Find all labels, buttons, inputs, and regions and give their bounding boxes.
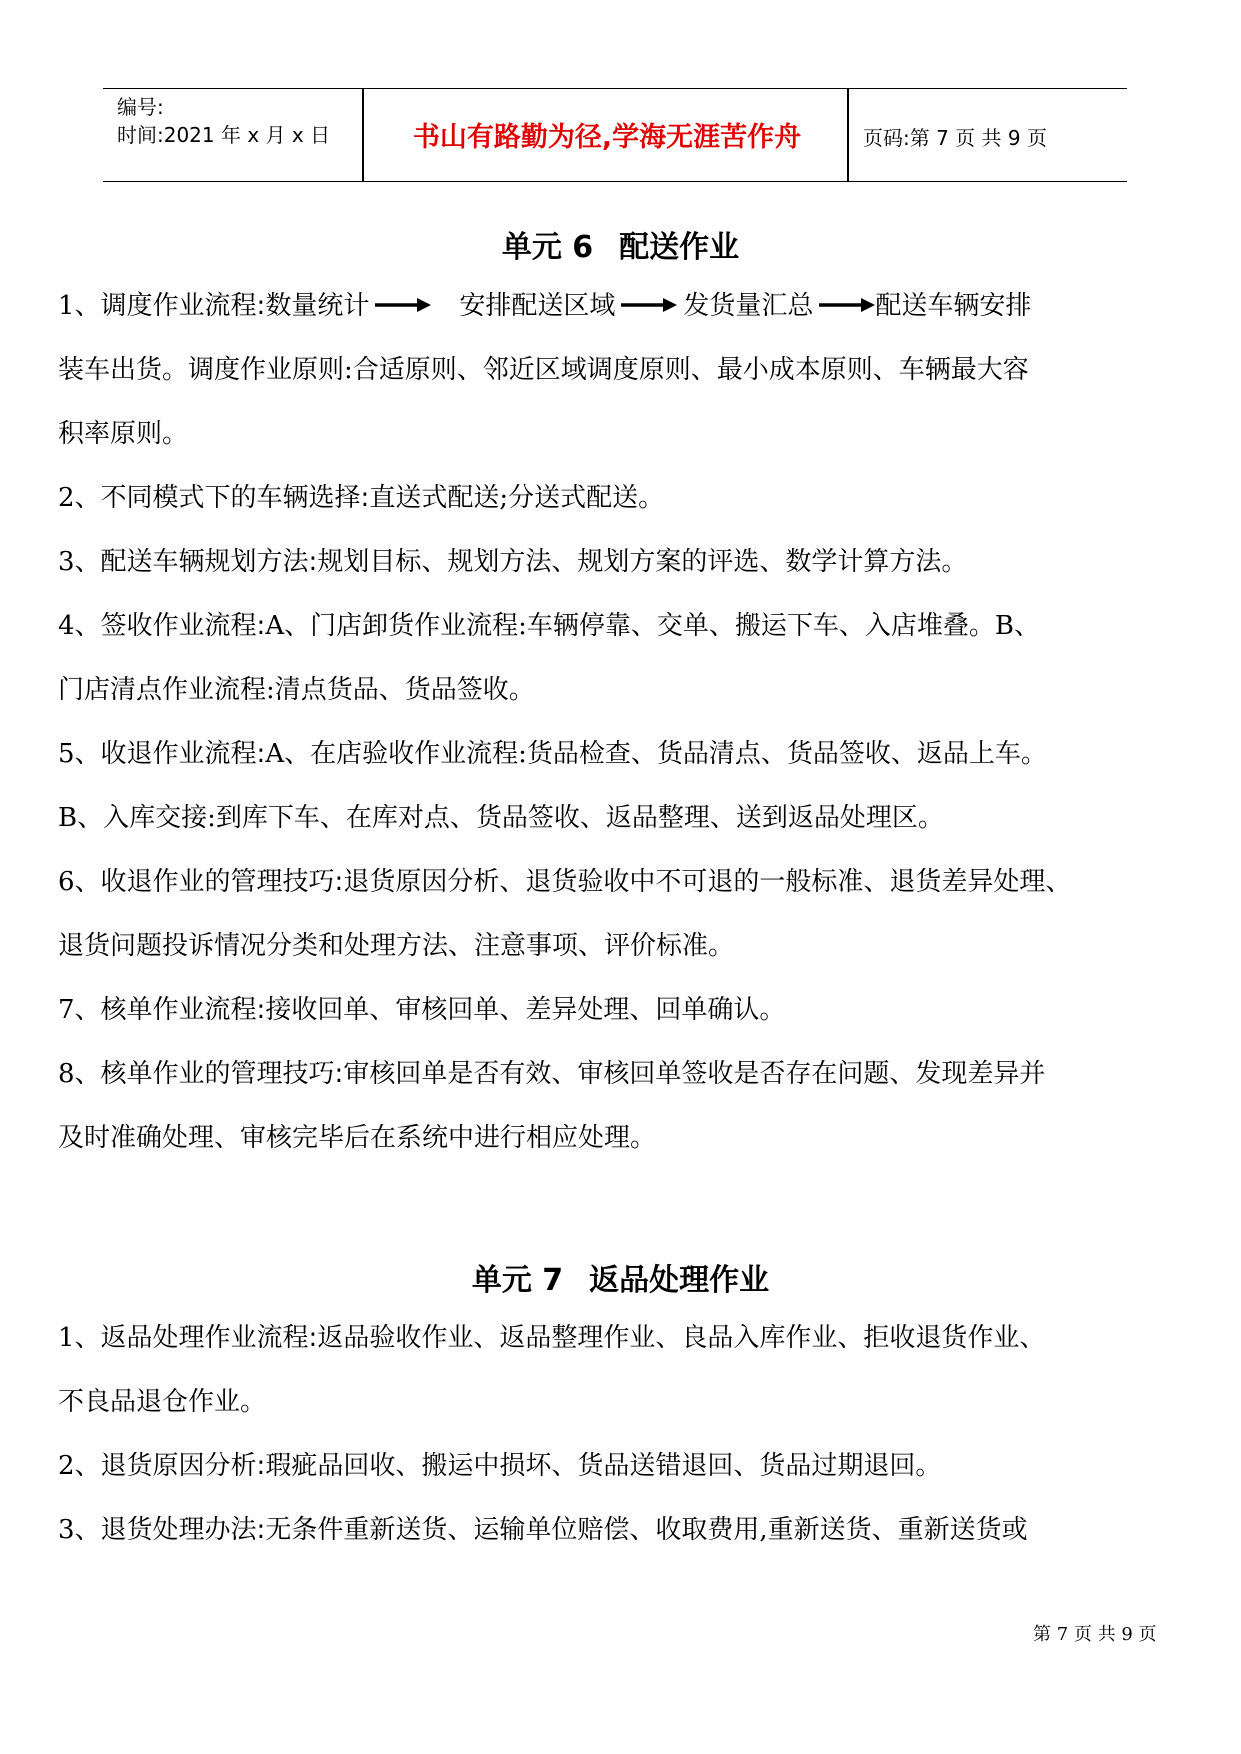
item-number: 1、 (58, 1323, 101, 1353)
item-label: 签收作业流程: (100, 611, 266, 641)
item-number: 4、 (58, 611, 101, 641)
unit7-item-2 (58, 1434, 1188, 1498)
document-number-label: 编号: (117, 95, 164, 119)
unit6-item-1-line-1 (58, 274, 1188, 338)
unit6-item-5 (58, 722, 1188, 786)
item-label: 核单作业的管理技巧: (100, 1059, 344, 1089)
flow-step: 发货量汇总 (683, 291, 814, 321)
header-motto: 书山有路勤为径,学海无涯苦作舟 (412, 122, 802, 153)
header-meta (117, 93, 330, 149)
item-text: A、门店卸货作业流程:车辆停靠、交单、搬运下车、入店堆叠。B、 (265, 611, 1040, 641)
item-number: 8、 (58, 1059, 101, 1089)
item-text: 规划目标、规划方法、规划方案的评选、数学计算方法。 (317, 547, 968, 577)
item-text: A、在店验收作业流程:货品检查、货品清点、货品签收、返品上车。 (265, 739, 1047, 769)
item-number: 3、 (58, 1515, 101, 1545)
item-text: 无条件重新送货、运输单位赔偿、收取费用,重新送货、重新送货或 (265, 1515, 1028, 1545)
item-number: 6、 (58, 867, 101, 897)
unit7-item-1-cont: 不良品退仓作业。 (58, 1387, 267, 1417)
unit6-item-1-line-2: 装车出货。调度作业原则:合适原则、邻近区域调度原则、最小成本原则、车辆最大容 (58, 355, 1029, 385)
arrow-right-icon (819, 295, 875, 315)
item-number: 7、 (58, 995, 101, 1025)
document-time-label: 时间:2021 年 x 月 x 日 (117, 123, 331, 147)
item-text: 返品验收作业、返品整理作业、良品入库作业、拒收退货作业、 (317, 1323, 1046, 1353)
unit6-item-6 (58, 850, 1188, 914)
page-footer: 第 7 页 共 9 页 (1033, 1624, 1157, 1645)
item-number: 2、 (58, 1451, 101, 1481)
item-label: 收退作业的管理技巧: (100, 867, 344, 897)
item-text: 接收回单、审核回单、差异处理、回单确认。 (265, 995, 786, 1025)
unit7-title (0, 1255, 1241, 1299)
unit7-item-3 (58, 1498, 1188, 1562)
page-header (103, 88, 1127, 182)
item-label: 退货原因分析: (100, 1451, 266, 1481)
item-label: 收退作业流程: (100, 739, 266, 769)
header-divider (362, 89, 364, 181)
item-number: 3、 (58, 547, 101, 577)
unit6-title (0, 222, 1241, 266)
unit6-item-8 (58, 1042, 1188, 1106)
unit6-item-6-cont: 退货问题投诉情况分类和处理方法、注意事项、评价标准。 (58, 931, 735, 961)
unit6-item-3 (58, 530, 1188, 594)
item-text: 退货原因分析、退货验收中不可退的一般标准、退货差异处理、 (343, 867, 1072, 897)
unit7-item-1 (58, 1306, 1188, 1370)
item-label: 退货处理办法: (100, 1515, 266, 1545)
item-text: 瑕疵品回收、搬运中损坏、货品送错退回、货品过期退回。 (265, 1451, 942, 1481)
flow-step: 数量统计 (265, 291, 370, 321)
item-number: 1、 (58, 291, 101, 321)
arrow-right-icon (621, 295, 677, 315)
unit6-item-2 (58, 466, 1188, 530)
item-label: 调度作业流程: (100, 291, 266, 321)
flow-step: 安排配送区域 (459, 291, 616, 321)
item-label: 不同模式下的车辆选择: (100, 483, 370, 513)
unit7-title-number: 单元 7 (471, 1263, 564, 1298)
item-label: 核单作业流程: (100, 995, 266, 1025)
item-label: 返品处理作业流程: (100, 1323, 318, 1353)
unit7-title-text: 返品处理作业 (589, 1263, 770, 1298)
unit6-item-7 (58, 978, 1188, 1042)
unit6-item-8-cont: 及时准确处理、审核完毕后在系统中进行相应处理。 (58, 1123, 657, 1153)
arrow-right-icon (375, 295, 431, 315)
item-text: 直送式配送;分送式配送。 (369, 483, 665, 513)
unit6-item-4-cont: 门店清点作业流程:清点货品、货品签收。 (58, 675, 535, 705)
unit6-item-4 (58, 594, 1188, 658)
unit6-item-1-line-3: 积率原则。 (58, 419, 189, 449)
item-text: 审核回单是否有效、审核回单签收是否存在问题、发现差异并 (343, 1059, 1046, 1089)
item-label: 配送车辆规划方法: (100, 547, 318, 577)
header-page-info: 页码:第 7 页 共 9 页 (863, 126, 1047, 150)
flow-step: 配送车辆安排 (875, 291, 1032, 321)
unit6-title-number: 单元 6 (501, 230, 594, 265)
item-number: 5、 (58, 739, 101, 769)
unit6-title-text: 配送作业 (619, 230, 740, 265)
unit6-item-5-cont: B、入库交接:到库下车、在库对点、货品签收、返品整理、送到返品处理区。 (58, 803, 944, 833)
item-number: 2、 (58, 483, 101, 513)
